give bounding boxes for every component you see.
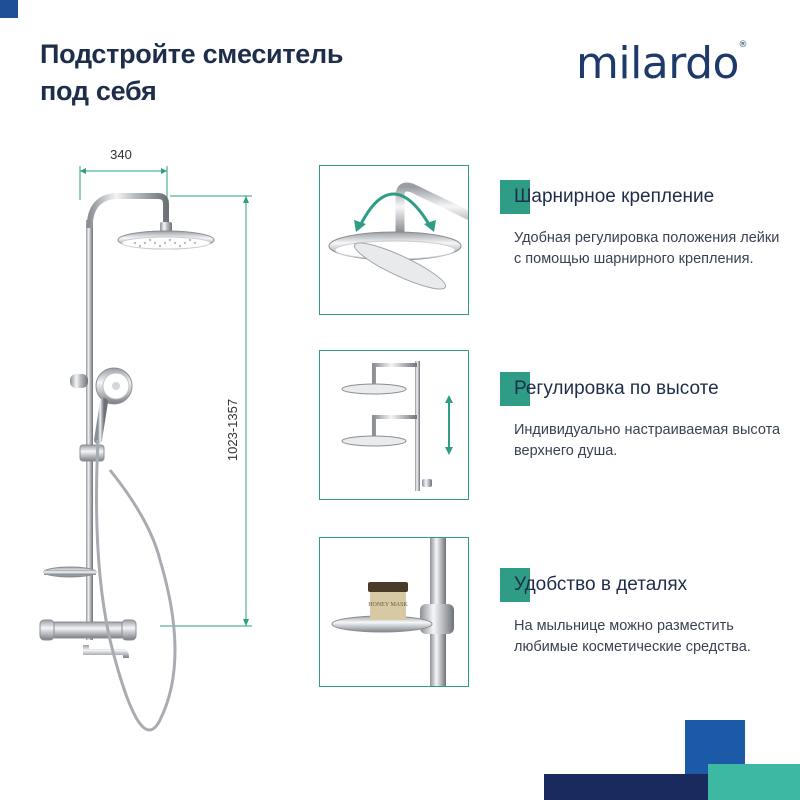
feature-details [500,568,790,658]
feature-details-title: Удобство в деталях [514,574,688,595]
feature-height-heading [500,372,790,406]
feature-swivel-title: Шарнирное крепление [514,186,715,207]
feature-details-description: На мыльнице можно разместить любимые косметические средства. [514,618,751,655]
soap-dish-image [319,537,469,687]
page-title-line-1: Подстройте смеситель [40,39,344,69]
registered-mark: ® [738,40,747,50]
feature-swivel [500,180,790,270]
swivel-joint-image [319,165,469,315]
corner-deco-navy [544,774,730,800]
width-dimension-label: 340 [110,147,132,162]
brand-logo-text: milardo [576,38,739,89]
corner-deco-teal [708,764,800,800]
feature-height-title: Регулировка по высоте [514,378,719,399]
page-title-line-2: под себя [40,76,157,106]
feature-swivel-heading [500,180,790,214]
feature-height [500,372,790,462]
feature-swivel-description: Удобная регулировка положения лейки с помощью шарнирного крепления. [514,230,780,267]
brand-logo [576,38,747,89]
feature-height-description: Индивидуально настраиваемая высота верхнего душа. [514,422,781,459]
shower-system-illustration [0,0,300,800]
hand-shower [96,368,132,440]
height-dimension-label: 1023-1357 [225,398,240,462]
soap-jar-label: HONEY MASK [368,602,408,608]
feature-details-heading [500,568,790,602]
height-adjustment-image [319,350,469,500]
